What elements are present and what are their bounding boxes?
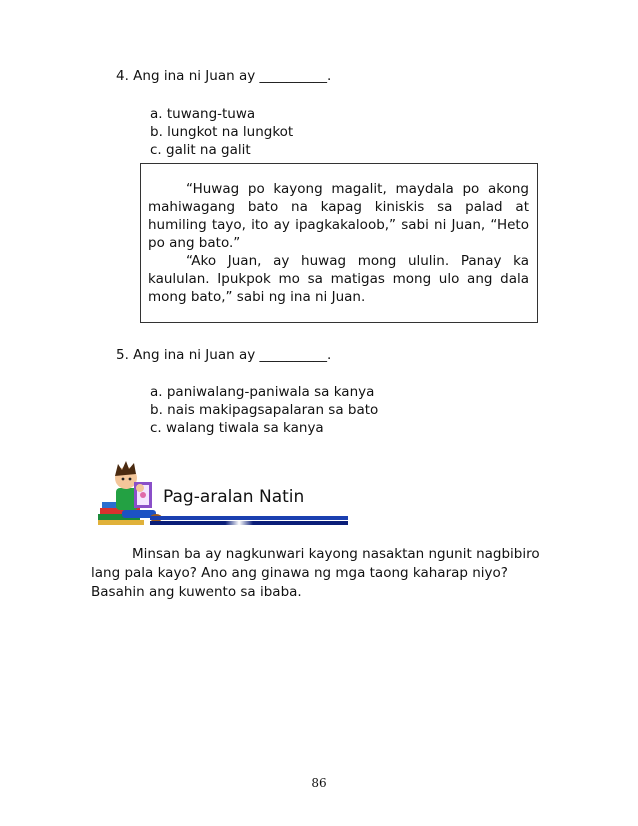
intro-paragraph	[91, 545, 561, 602]
question-4-options	[150, 105, 293, 159]
title-underline-shine	[150, 521, 348, 525]
section-title: Pag-aralan Natin	[163, 487, 305, 507]
question-5: 5. Ang ina ni Juan ay __________.	[116, 347, 332, 363]
option-c: c. galit na galit	[150, 142, 251, 158]
title-underline	[150, 516, 348, 520]
option-c: c. walang tiwala sa kanya	[150, 420, 324, 436]
option-a: a. paniwalang-paniwala sa kanya	[150, 384, 375, 400]
excerpt-paragraph-2: “Ako Juan, ay huwag mong ululin. Panay ka kaululan. Ipukpok mo sa matigas mong ulo ang dala mong bato,” sabi ng ina ni Juan.	[148, 253, 529, 305]
question-5-options	[150, 383, 378, 437]
intro-paragraph-text: Minsan ba ay nagkunwari kayong nasaktan ngunit nagbibiro lang pala kayo? Ano ang ginawa ng mga taong kaharap niyo? Basahin ang kuwento sa ibaba.	[91, 546, 540, 600]
excerpt-paragraph-1: “Huwag po kayong magalit, maydala po akong mahiwagang bato na kapag kiniskis sa palad at humiling tayo, ito ay ipagkakaloob,” sabi ni Juan, “Heto po ang bato.”	[148, 181, 529, 251]
option-b: b. lungkot na lungkot	[150, 124, 294, 140]
page-number: 86	[311, 776, 327, 790]
option-a: a. tuwang-tuwa	[150, 106, 256, 122]
story-excerpt-box	[140, 163, 538, 323]
question-4: 4. Ang ina ni Juan ay __________.	[116, 68, 332, 84]
option-b: b. nais makipagsapalaran sa bato	[150, 402, 379, 418]
